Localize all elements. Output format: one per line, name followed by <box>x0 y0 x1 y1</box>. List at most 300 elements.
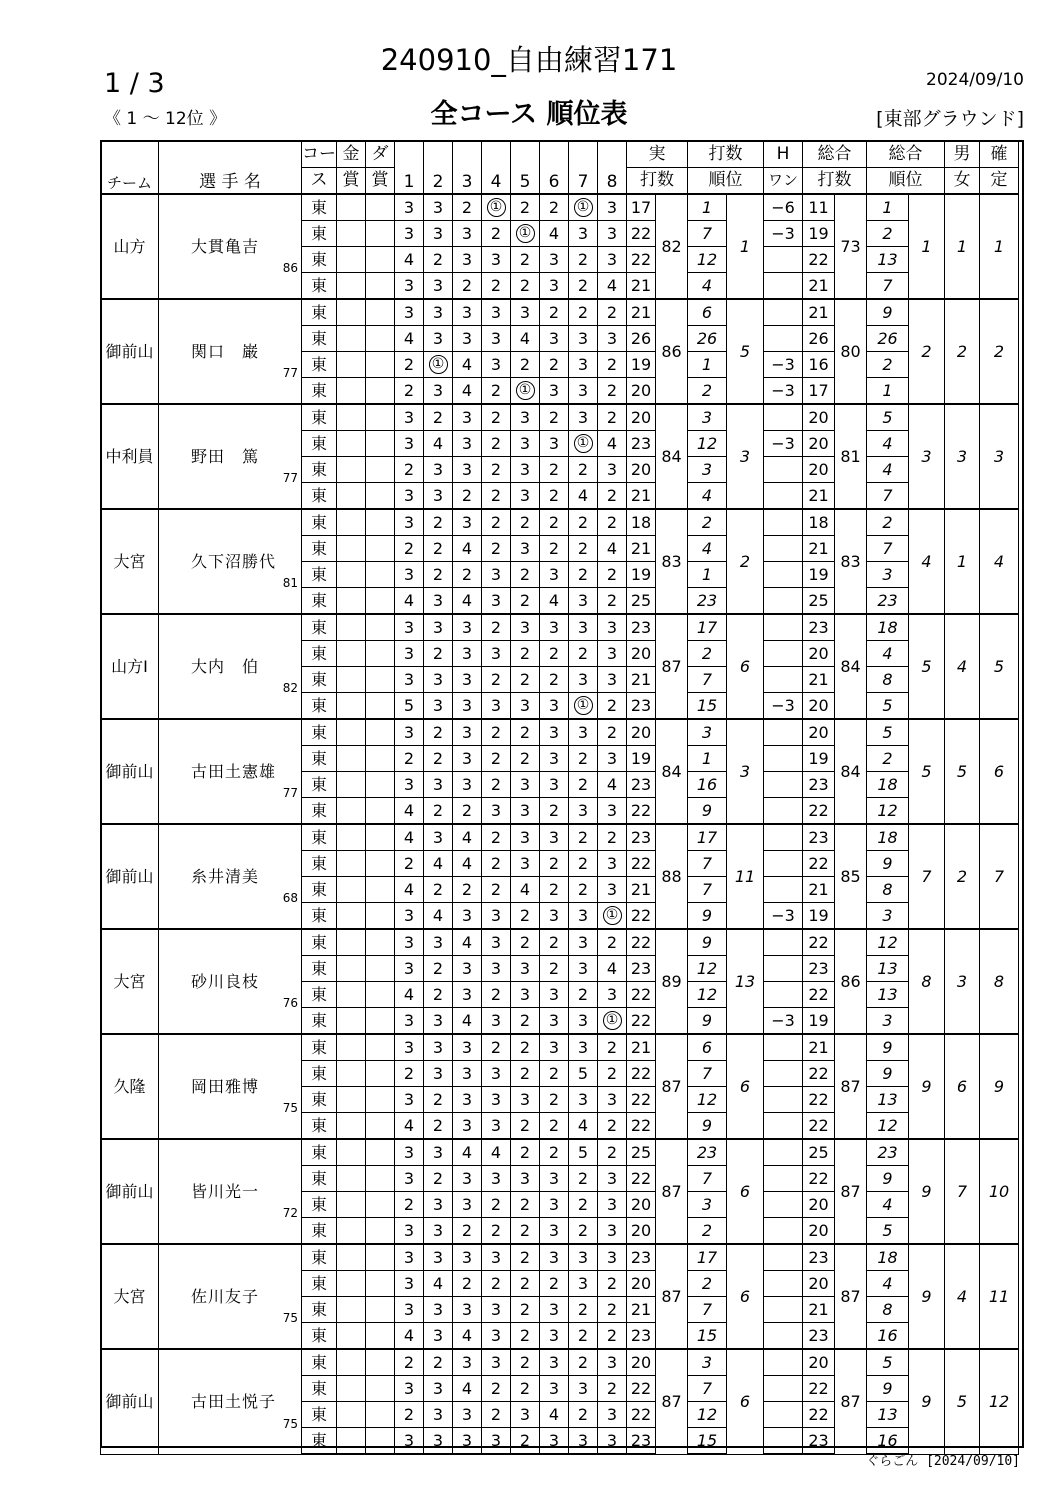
round-rank: 7 <box>688 1297 727 1323</box>
round-score: 23 <box>627 614 656 641</box>
hole-score: 2 <box>569 299 598 326</box>
course-cell: 東 <box>302 1297 337 1323</box>
hole-score: 3 <box>482 326 511 352</box>
page-title: 240910_自由練習171 <box>380 43 678 77</box>
hole-in-one-mark: ① <box>516 381 535 400</box>
hole-score: 3 <box>453 1061 482 1087</box>
total-rank: 5 <box>909 719 945 824</box>
final-rank: 2 <box>980 299 1019 404</box>
hole-score: 3 <box>482 929 511 956</box>
hole-score: 3 <box>511 798 540 825</box>
hole-score: 2 <box>598 378 627 405</box>
hole-score: 3 <box>453 772 482 798</box>
total-round-rank: 23 <box>867 1139 909 1166</box>
hole-score: 3 <box>424 1376 453 1402</box>
course-cell: 東 <box>302 562 337 588</box>
hole-score: 2 <box>424 1349 453 1376</box>
da-prize-cell <box>366 1166 395 1192</box>
total-round-rank: 5 <box>867 693 909 720</box>
round-rank: 1 <box>688 562 727 588</box>
hole-score: 3 <box>598 614 627 641</box>
print-date: 2024/09/10 <box>926 70 1024 90</box>
da-prize-cell <box>366 1139 395 1166</box>
hole-in-one-bonus <box>764 404 803 431</box>
gender-rank: 1 <box>945 194 980 299</box>
hole-score: 3 <box>453 746 482 772</box>
total-round-score: 22 <box>803 1376 835 1402</box>
round-rank: 3 <box>688 404 727 431</box>
hole-score: 4 <box>395 824 424 851</box>
hole-score: 4 <box>598 772 627 798</box>
hole-score: 4 <box>424 903 453 930</box>
hole-score: 3 <box>395 1034 424 1061</box>
stroke-rank: 11 <box>727 824 764 929</box>
hole-score: 2 <box>424 562 453 588</box>
total-round-score: 22 <box>803 982 835 1008</box>
total-round-rank: 7 <box>867 483 909 510</box>
page-subtitle: 全コース 順位表 <box>430 99 628 130</box>
gold-prize-cell <box>337 404 366 431</box>
hole-score: 3 <box>511 851 540 877</box>
col-final-top: 確 <box>980 141 1019 168</box>
gender-rank: 5 <box>945 1349 980 1454</box>
hole-in-one-bonus <box>764 1323 803 1350</box>
da-prize-cell <box>366 614 395 641</box>
col-gender-top: 男 <box>945 141 980 168</box>
hole-score: 2 <box>482 614 511 641</box>
total-round-score: 20 <box>803 1192 835 1218</box>
round-rank: 7 <box>688 667 727 693</box>
col-course-top: コー <box>302 141 337 168</box>
table-row <box>101 1034 1019 1061</box>
rank-range: 《 1 ～ 12位 》 <box>104 109 227 129</box>
hole-in-one-bonus <box>764 956 803 982</box>
hole-score: 3 <box>569 614 598 641</box>
team-name: 御前山 <box>101 1349 159 1454</box>
hole-score: 3 <box>511 457 540 483</box>
hole-score: 2 <box>482 378 511 405</box>
final-rank: 12 <box>980 1349 1019 1454</box>
gold-prize-cell <box>337 1113 366 1140</box>
stroke-rank: 1 <box>727 194 764 299</box>
hole-score: 3 <box>453 431 482 457</box>
hole-in-one-bonus: −3 <box>764 693 803 720</box>
hole-score: 3 <box>598 1192 627 1218</box>
course-cell: 東 <box>302 1113 337 1140</box>
stroke-rank: 6 <box>727 614 764 719</box>
team-name: 大宮 <box>101 509 159 614</box>
gold-prize-cell <box>337 1192 366 1218</box>
hole-score: 2 <box>482 457 511 483</box>
gold-prize-cell <box>337 1376 366 1402</box>
round-score: 17 <box>627 194 656 221</box>
hole-score: 3 <box>540 247 569 273</box>
hole-score: 3 <box>482 247 511 273</box>
hole-score: 3 <box>453 1113 482 1140</box>
hole-score: 3 <box>453 614 482 641</box>
hole-score: 2 <box>540 956 569 982</box>
col-total-top: 総合 <box>803 141 867 168</box>
hole-score: 3 <box>424 457 453 483</box>
da-prize-cell <box>366 352 395 378</box>
total-round-score: 22 <box>803 851 835 877</box>
gold-prize-cell <box>337 536 366 562</box>
hole-score: 3 <box>453 1087 482 1113</box>
hole-score: 3 <box>453 1349 482 1376</box>
hole-score: 3 <box>569 1008 598 1035</box>
hole-score: 3 <box>511 693 540 720</box>
course-cell: 東 <box>302 746 337 772</box>
hole-score: 3 <box>511 614 540 641</box>
player-name: 糸井清美 <box>191 866 260 886</box>
final-rank: 6 <box>980 719 1019 824</box>
total-round-score: 22 <box>803 247 835 273</box>
round-rank: 3 <box>688 1192 727 1218</box>
hole-score: 2 <box>511 1192 540 1218</box>
final-rank: 4 <box>980 509 1019 614</box>
hole-score: 4 <box>395 588 424 615</box>
final-rank: 3 <box>980 404 1019 509</box>
da-prize-cell <box>366 1297 395 1323</box>
gender-rank: 4 <box>945 614 980 719</box>
hole-score: 3 <box>453 1402 482 1428</box>
hole-score: 4 <box>598 273 627 300</box>
hole-score: 4 <box>453 1139 482 1166</box>
gold-prize-cell <box>337 956 366 982</box>
hole-score: 3 <box>424 221 453 247</box>
hole-score: 2 <box>511 273 540 300</box>
da-prize-cell <box>366 667 395 693</box>
hole-score: 4 <box>540 221 569 247</box>
stroke-rank: 3 <box>727 719 764 824</box>
total-strokes: 87 <box>835 1244 867 1349</box>
hole-score: 3 <box>395 431 424 457</box>
player-cell <box>159 1244 302 1349</box>
hole-score: 2 <box>540 667 569 693</box>
hole-score: 2 <box>511 588 540 615</box>
page-number: 1 / 3 <box>104 68 165 99</box>
hole-score: 2 <box>482 1218 511 1245</box>
total-round-score: 20 <box>803 719 835 746</box>
hole-score: 3 <box>598 326 627 352</box>
total-round-score: 21 <box>803 667 835 693</box>
course-cell: 東 <box>302 929 337 956</box>
round-rank: 1 <box>688 194 727 221</box>
round-rank: 12 <box>688 247 727 273</box>
hole-score: 2 <box>598 693 627 720</box>
round-score: 21 <box>627 273 656 300</box>
gender-rank: 3 <box>945 929 980 1034</box>
col-hole-4: 4 <box>482 141 511 195</box>
gold-prize-cell <box>337 483 366 510</box>
hole-score: 3 <box>453 641 482 667</box>
round-rank: 12 <box>688 1402 727 1428</box>
hole-score: 3 <box>569 903 598 930</box>
table-row <box>101 299 1019 326</box>
hole-score: 2 <box>598 1061 627 1087</box>
round-rank: 1 <box>688 352 727 378</box>
round-score: 22 <box>627 1113 656 1140</box>
player-age: 81 <box>282 576 298 590</box>
hole-score: 2 <box>395 746 424 772</box>
hole-score: 3 <box>569 1244 598 1271</box>
total-round-rank: 18 <box>867 614 909 641</box>
hole-score: 2 <box>540 536 569 562</box>
gold-prize-cell <box>337 877 366 903</box>
course-cell: 東 <box>302 956 337 982</box>
hole-score: 3 <box>395 562 424 588</box>
player-age: 86 <box>282 261 298 275</box>
actual-strokes: 84 <box>656 719 688 824</box>
gold-prize-cell <box>337 299 366 326</box>
col-hwan-top: H <box>764 141 803 168</box>
stroke-rank: 5 <box>727 299 764 404</box>
player-name: 大貫亀吉 <box>191 236 260 256</box>
da-prize-cell <box>366 562 395 588</box>
hole-score: 2 <box>540 1271 569 1297</box>
hole-score: 2 <box>482 1376 511 1402</box>
hole-score: 3 <box>598 247 627 273</box>
table-row <box>101 194 1019 221</box>
hole-score: 2 <box>424 956 453 982</box>
total-round-score: 23 <box>803 614 835 641</box>
total-rank: 8 <box>909 929 945 1034</box>
gold-prize-cell <box>337 1139 366 1166</box>
gold-prize-cell <box>337 1034 366 1061</box>
round-rank: 7 <box>688 1376 727 1402</box>
course-cell: 東 <box>302 509 337 536</box>
round-rank: 2 <box>688 641 727 667</box>
player-name: 久下沼勝代 <box>191 551 277 571</box>
hole-score: 2 <box>540 194 569 221</box>
hole-score: 3 <box>569 929 598 956</box>
hole-score: 2 <box>511 247 540 273</box>
player-age: 77 <box>282 471 298 485</box>
hole-score: 4 <box>453 536 482 562</box>
hole-score: 3 <box>540 1376 569 1402</box>
total-round-rank: 13 <box>867 247 909 273</box>
gold-prize-cell <box>337 1218 366 1245</box>
course-cell: 東 <box>302 273 337 300</box>
total-strokes: 87 <box>835 1349 867 1454</box>
round-rank: 12 <box>688 982 727 1008</box>
total-round-score: 22 <box>803 798 835 825</box>
total-round-score: 22 <box>803 1166 835 1192</box>
gender-rank: 2 <box>945 299 980 404</box>
gold-prize-cell <box>337 798 366 825</box>
hole-score: 2 <box>482 1271 511 1297</box>
hole-score: 3 <box>598 877 627 903</box>
hole-score: 3 <box>569 1271 598 1297</box>
hole-score: 2 <box>598 1034 627 1061</box>
hole-score: 5 <box>395 693 424 720</box>
hole-score: 2 <box>569 982 598 1008</box>
final-rank: 8 <box>980 929 1019 1034</box>
hole-score: 3 <box>511 536 540 562</box>
hole-score: 3 <box>395 194 424 221</box>
round-score: 23 <box>627 1323 656 1350</box>
total-round-score: 23 <box>803 1244 835 1271</box>
hole-score: 4 <box>395 326 424 352</box>
hole-score: 2 <box>424 746 453 772</box>
hole-score: 3 <box>598 1166 627 1192</box>
player-cell <box>159 509 302 614</box>
round-score: 23 <box>627 772 656 798</box>
hole-in-one-mark: ① <box>603 906 622 925</box>
hole-in-one-bonus <box>764 457 803 483</box>
hole-score: 4 <box>395 982 424 1008</box>
hole-score: 3 <box>511 404 540 431</box>
total-round-score: 23 <box>803 772 835 798</box>
gold-prize-cell <box>337 457 366 483</box>
total-round-rank: 4 <box>867 457 909 483</box>
stroke-rank: 6 <box>727 1244 764 1349</box>
final-rank: 5 <box>980 614 1019 719</box>
da-prize-cell <box>366 1402 395 1428</box>
total-round-rank: 5 <box>867 1349 909 1376</box>
hole-score: 2 <box>424 1166 453 1192</box>
hole-in-one-bonus: −3 <box>764 352 803 378</box>
course-cell: 東 <box>302 352 337 378</box>
col-da-top: ダ <box>366 141 395 168</box>
round-rank: 6 <box>688 1034 727 1061</box>
total-round-score: 20 <box>803 404 835 431</box>
actual-strokes: 88 <box>656 824 688 929</box>
hole-in-one-bonus <box>764 667 803 693</box>
hole-score: 2 <box>482 273 511 300</box>
hole-score: 3 <box>424 1244 453 1271</box>
da-prize-cell <box>366 1192 395 1218</box>
total-round-rank: 3 <box>867 1008 909 1035</box>
hole-score: 2 <box>482 851 511 877</box>
course-cell: 東 <box>302 326 337 352</box>
hole-score: 2 <box>453 562 482 588</box>
hole-score: 2 <box>569 1323 598 1350</box>
hole-score: 2 <box>598 562 627 588</box>
hole-score: 2 <box>540 404 569 431</box>
round-rank: 16 <box>688 772 727 798</box>
player-age: 77 <box>282 786 298 800</box>
course-cell: 東 <box>302 1349 337 1376</box>
hole-score: 3 <box>598 1402 627 1428</box>
course-cell: 東 <box>302 1192 337 1218</box>
course-cell: 東 <box>302 1061 337 1087</box>
hole-score: 3 <box>395 1297 424 1323</box>
total-round-rank: 18 <box>867 1244 909 1271</box>
total-round-rank: 16 <box>867 1428 909 1455</box>
hole-score: 2 <box>424 509 453 536</box>
hole-score: 2 <box>569 851 598 877</box>
course-cell: 東 <box>302 221 337 247</box>
hole-score: 2 <box>395 1061 424 1087</box>
hole-score: 2 <box>511 509 540 536</box>
round-rank: 9 <box>688 903 727 930</box>
course-cell: 東 <box>302 1034 337 1061</box>
hole-score: 4 <box>511 877 540 903</box>
col-trank-top: 総合 <box>867 141 945 168</box>
hole-score: 2 <box>511 1297 540 1323</box>
round-score: 19 <box>627 746 656 772</box>
col-hole-3: 3 <box>453 141 482 195</box>
hole-score: 3 <box>395 1139 424 1166</box>
round-rank: 2 <box>688 378 727 405</box>
actual-strokes: 89 <box>656 929 688 1034</box>
actual-strokes: 87 <box>656 1034 688 1139</box>
final-rank: 11 <box>980 1244 1019 1349</box>
da-prize-cell <box>366 1271 395 1297</box>
hole-score: 3 <box>598 667 627 693</box>
total-round-rank: 7 <box>867 536 909 562</box>
hole-in-one-bonus <box>764 1166 803 1192</box>
hole-in-one-bonus: −3 <box>764 903 803 930</box>
total-round-score: 25 <box>803 588 835 615</box>
team-name: 山方Ⅰ <box>101 614 159 719</box>
hole-score: 3 <box>511 299 540 326</box>
hole-score: 2 <box>482 1402 511 1428</box>
hole-score: 2 <box>598 1376 627 1402</box>
actual-strokes: 87 <box>656 1349 688 1454</box>
hole-score: 2 <box>395 1192 424 1218</box>
hole-score: 3 <box>540 1244 569 1271</box>
hole-score: 2 <box>482 1034 511 1061</box>
hole-score: 3 <box>395 1428 424 1455</box>
hole-score: 3 <box>453 693 482 720</box>
col-rank-top: 打数 <box>688 141 764 168</box>
total-round-rank: 4 <box>867 1271 909 1297</box>
hole-score: 3 <box>453 982 482 1008</box>
team-name: 大宮 <box>101 929 159 1034</box>
hole-in-one-mark: ① <box>516 224 535 243</box>
total-round-score: 25 <box>803 1139 835 1166</box>
total-rank: 9 <box>909 1034 945 1139</box>
hole-score: 3 <box>424 929 453 956</box>
hole-score: 3 <box>511 1402 540 1428</box>
total-round-score: 23 <box>803 1428 835 1455</box>
hole-score: 3 <box>540 824 569 851</box>
total-round-rank: 9 <box>867 1376 909 1402</box>
total-round-score: 23 <box>803 824 835 851</box>
hole-score: 3 <box>395 404 424 431</box>
da-prize-cell <box>366 719 395 746</box>
total-round-rank: 1 <box>867 378 909 405</box>
hole-score: 2 <box>395 352 424 378</box>
total-round-score: 11 <box>803 194 835 221</box>
hole-score: 2 <box>511 1008 540 1035</box>
total-round-score: 20 <box>803 431 835 457</box>
course-cell: 東 <box>302 1166 337 1192</box>
round-rank: 2 <box>688 1271 727 1297</box>
hole-score: 2 <box>511 1428 540 1455</box>
total-round-score: 21 <box>803 483 835 510</box>
col-actual-top: 実 <box>627 141 688 168</box>
round-rank: 9 <box>688 798 727 825</box>
hole-score: 2 <box>511 1218 540 1245</box>
course-cell: 東 <box>302 1428 337 1455</box>
da-prize-cell <box>366 326 395 352</box>
hole-score: 2 <box>453 798 482 825</box>
table-row <box>101 1349 1019 1376</box>
total-round-rank: 3 <box>867 903 909 930</box>
round-rank: 2 <box>688 509 727 536</box>
col-gold-bottom: 賞 <box>337 168 366 195</box>
hole-score: 3 <box>540 1008 569 1035</box>
hole-score: 3 <box>540 1192 569 1218</box>
course-cell: 東 <box>302 1376 337 1402</box>
round-rank: 15 <box>688 693 727 720</box>
hole-score: 3 <box>453 509 482 536</box>
hole-score: 3 <box>453 1166 482 1192</box>
hole-score: 3 <box>453 903 482 930</box>
